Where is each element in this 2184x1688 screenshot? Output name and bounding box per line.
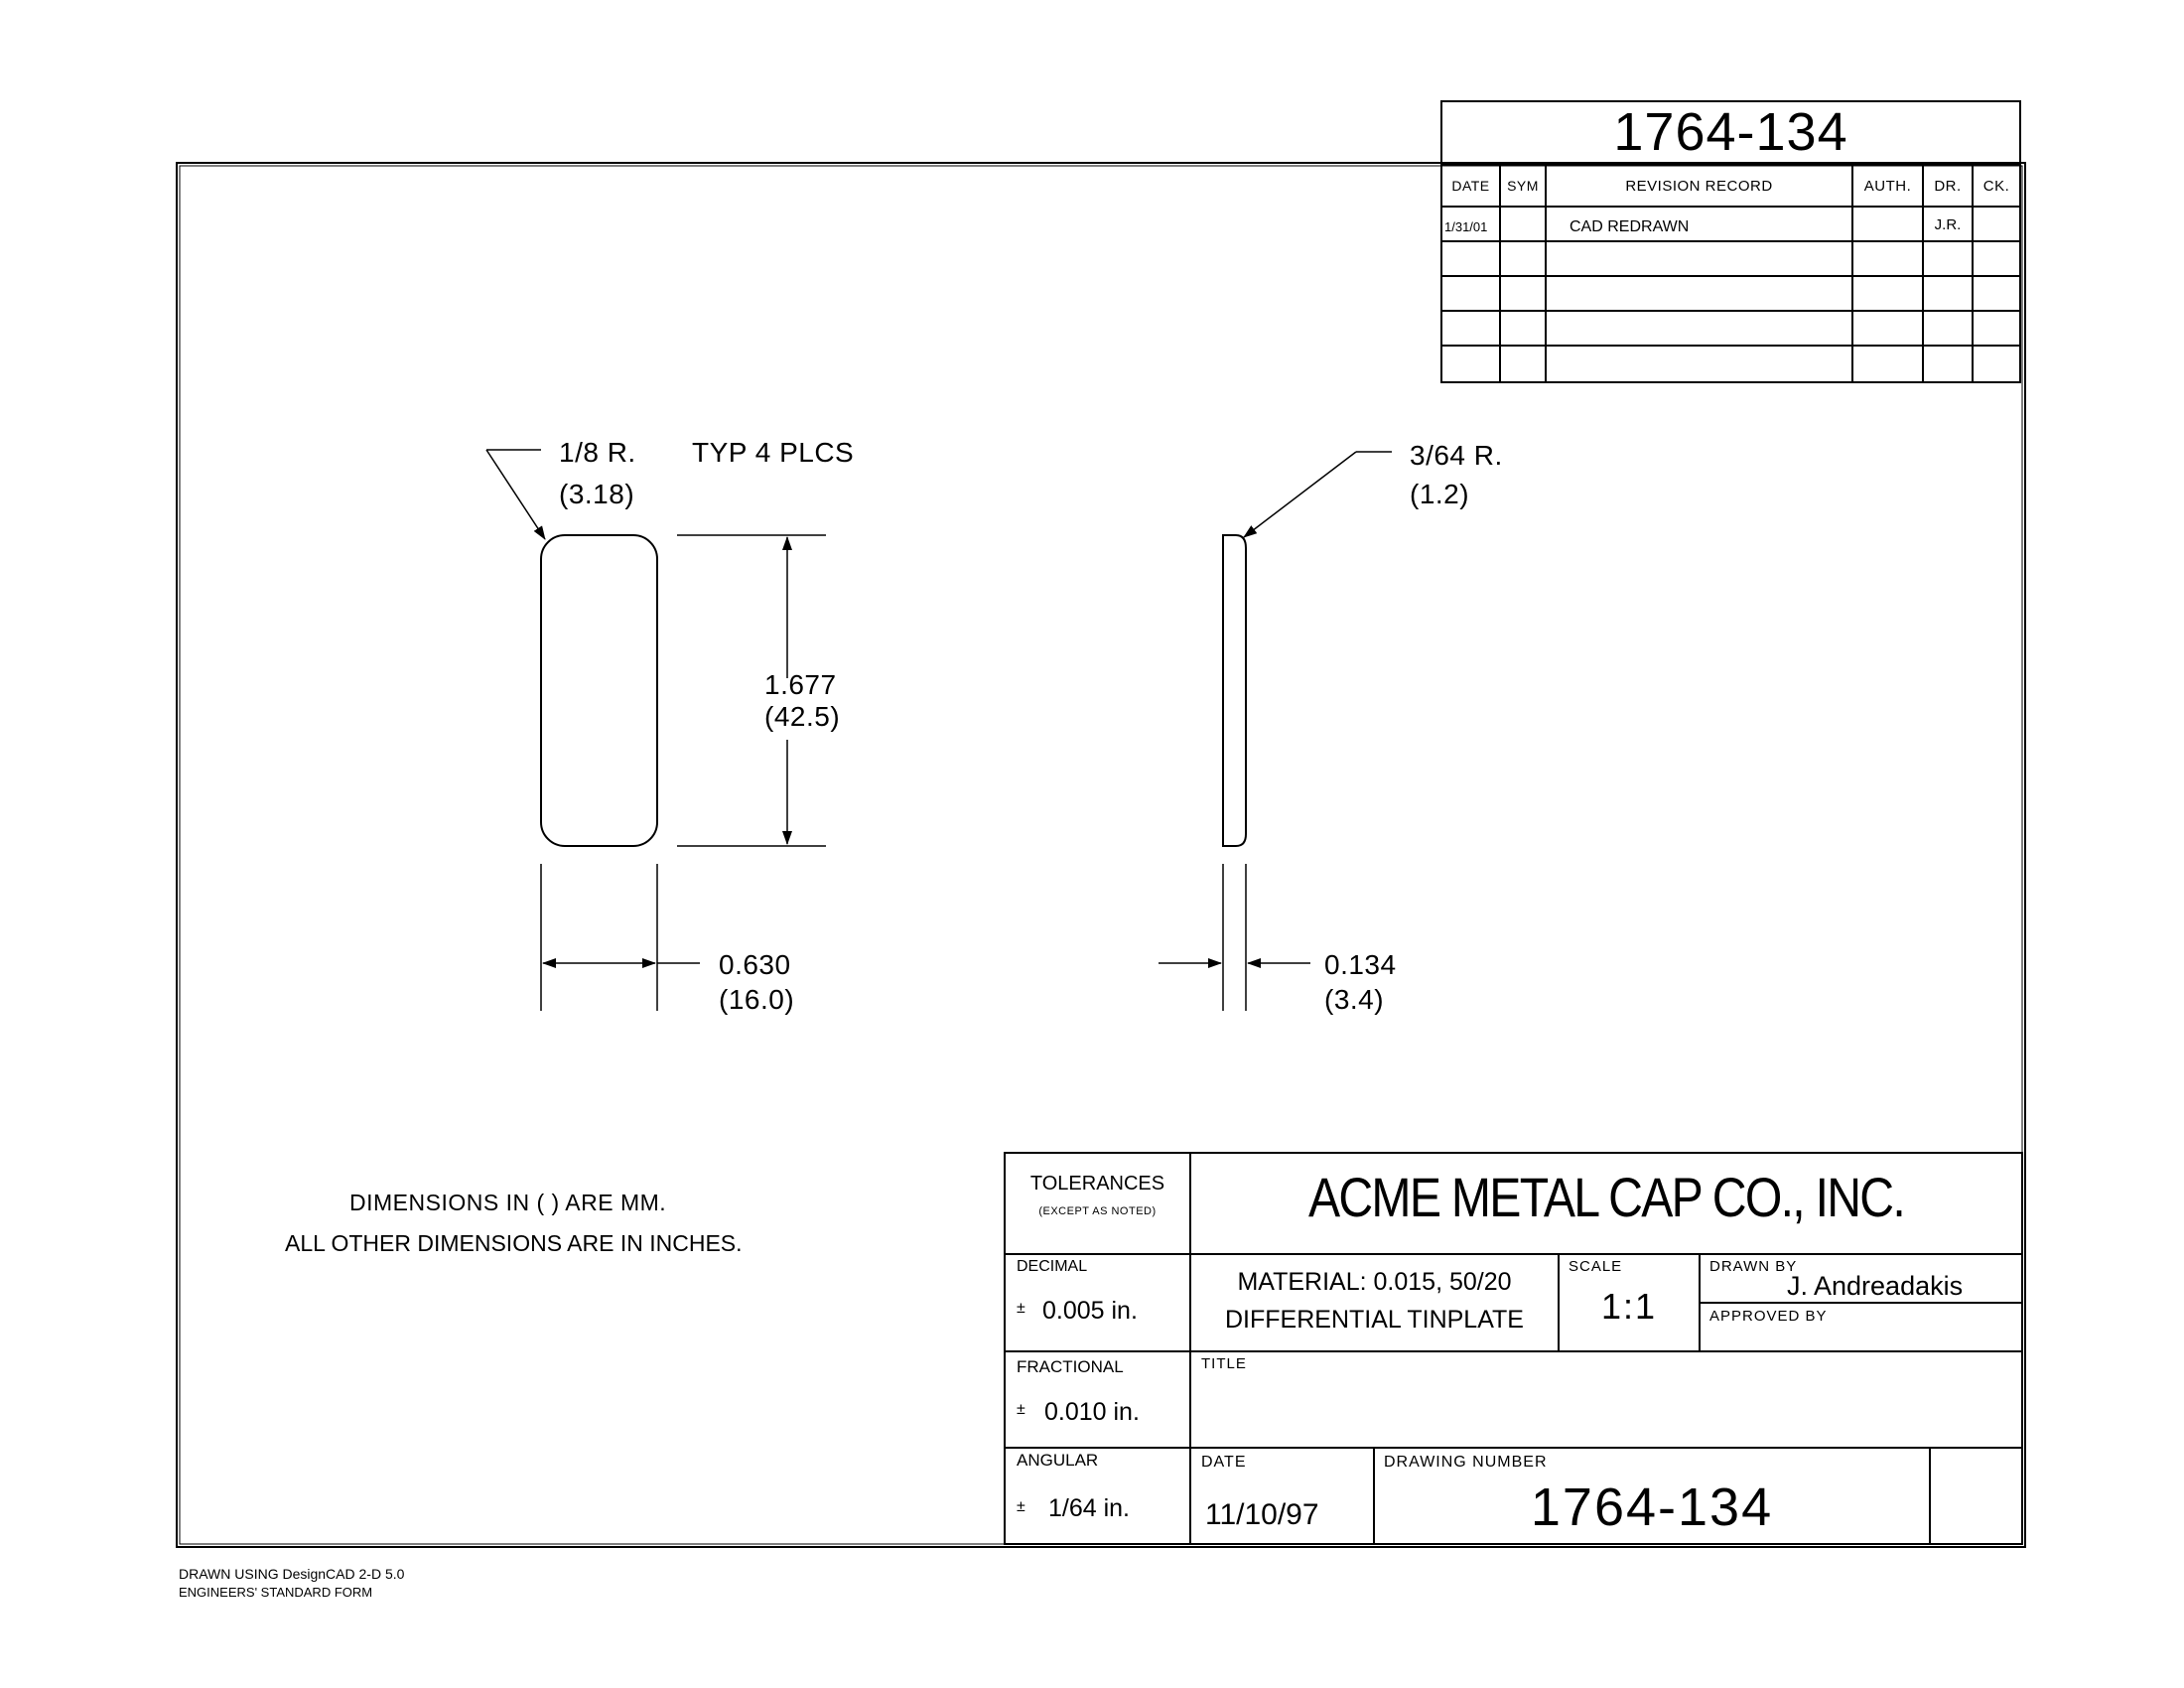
drawing-border-outer [177, 163, 2025, 1547]
scale-label: SCALE [1569, 1258, 1623, 1275]
front-width-mm: (16.0) [719, 984, 795, 1015]
drawing-border-inner [180, 166, 2022, 1544]
title-label: TITLE [1201, 1355, 1247, 1372]
rev-header-sym: SYM [1507, 178, 1539, 194]
approved-by-label: APPROVED BY [1709, 1308, 1828, 1325]
date-label: DATE [1201, 1454, 1247, 1471]
material-line1: MATERIAL: 0.015, 50/20 [1237, 1268, 1512, 1296]
drawing-number-value: 1764-134 [1530, 1477, 1774, 1537]
side-view-outline [1223, 535, 1246, 846]
rev-row-date: 1/31/01 [1444, 219, 1488, 234]
side-thickness-dimension [1159, 864, 1310, 1011]
angular-value: 1/64 in. [1048, 1494, 1131, 1522]
tolerances-sub: (EXCEPT AS NOTED) [1038, 1205, 1157, 1217]
side-radius-leader [1244, 452, 1392, 537]
decimal-value: 0.005 in. [1042, 1297, 1138, 1325]
side-radius-mm: (1.2) [1410, 479, 1470, 509]
scale-value: 1:1 [1600, 1286, 1658, 1327]
front-width-dimension [541, 864, 700, 1011]
front-height-in: 1.677 [764, 669, 837, 700]
front-width-in: 0.630 [719, 949, 791, 980]
tolerances-label: TOLERANCES [1029, 1173, 1165, 1195]
rev-header-record: REVISION RECORD [1625, 178, 1773, 195]
drawn-by-label: DRAWN BY [1709, 1258, 1798, 1275]
fractional-plus-minus: ± [1017, 1401, 1025, 1418]
side-thickness-mm: (3.4) [1324, 984, 1385, 1015]
front-height-mm: (42.5) [764, 701, 841, 732]
front-radius-leader [486, 450, 545, 539]
front-radius-note: TYP 4 PLCS [692, 437, 855, 468]
rev-row-dr: J.R. [1934, 216, 1962, 233]
front-radius-label: 1/8 R. [559, 437, 636, 468]
decimal-plus-minus: ± [1017, 1300, 1025, 1317]
side-radius-label: 3/64 R. [1410, 440, 1503, 471]
note-inches: ALL OTHER DIMENSIONS ARE IN INCHES. [285, 1230, 743, 1256]
drawing-number-top: 1764-134 [1613, 102, 1848, 162]
footer-software: DRAWN USING DesignCAD 2-D 5.0 [179, 1566, 405, 1582]
rev-row-record: CAD REDRAWN [1570, 218, 1690, 235]
fractional-value: 0.010 in. [1044, 1398, 1140, 1426]
rev-header-auth: AUTH. [1863, 178, 1912, 195]
front-view-outline [541, 535, 657, 846]
rev-header-dr: DR. [1934, 178, 1962, 195]
decimal-label: DECIMAL [1017, 1258, 1088, 1275]
front-radius-mm: (3.18) [559, 479, 635, 509]
date-value: 11/10/97 [1205, 1498, 1319, 1531]
angular-plus-minus: ± [1017, 1498, 1025, 1515]
footer-form: ENGINEERS' STANDARD FORM [179, 1585, 373, 1600]
angular-label: ANGULAR [1017, 1451, 1099, 1470]
fractional-label: FRACTIONAL [1017, 1357, 1124, 1376]
side-thickness-in: 0.134 [1324, 949, 1397, 980]
material-line2: DIFFERENTIAL TINPLATE [1225, 1306, 1524, 1334]
company-name: ACME METAL CAP CO., INC. [1307, 1166, 1905, 1228]
rev-header-ck: CK. [1982, 178, 2010, 195]
rev-header-date: DATE [1451, 178, 1490, 194]
drawing-number-label: DRAWING NUMBER [1384, 1454, 1548, 1471]
drawn-by-value: J. Andreadakis [1787, 1271, 1964, 1301]
note-mm: DIMENSIONS IN ( ) ARE MM. [349, 1190, 667, 1215]
